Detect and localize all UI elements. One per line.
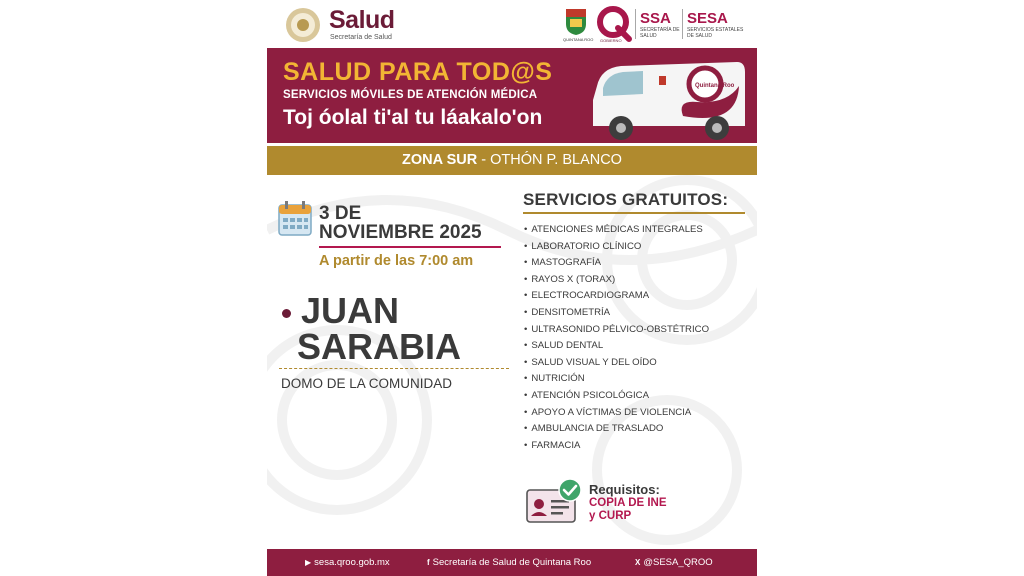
ssa-logo: SSA xyxy=(640,10,671,27)
service-item: • SALUD VISUAL Y DEL OÍDO xyxy=(524,357,754,374)
header-divider xyxy=(635,9,636,39)
location-name-line2: SARABIA xyxy=(297,326,462,367)
footer-website[interactable] xyxy=(305,557,390,568)
sesa-subtitle: SERVICIOS ESTATALES DE SALUD xyxy=(687,27,744,39)
facebook-icon: f xyxy=(427,558,430,567)
id-card-icon xyxy=(525,478,585,526)
location-divider xyxy=(279,368,509,369)
zone-strip xyxy=(267,146,757,175)
footer xyxy=(267,549,757,576)
footer-website-text: sesa.qroo.gob.mx xyxy=(314,557,390,568)
banner-maya-text: Toj óolal ti'al tu láakalo'on xyxy=(283,106,543,129)
service-item: • MASTOGRAFÍA xyxy=(524,257,754,274)
footer-facebook[interactable] xyxy=(427,557,591,568)
van-brand-text: Quintana Roo xyxy=(695,83,735,89)
salud-title: Salud xyxy=(329,6,395,34)
footer-twitter[interactable] xyxy=(635,557,713,568)
quintana-roo-caption: QUINTANA ROO xyxy=(563,37,594,42)
header-divider xyxy=(682,9,683,39)
location-bullet-icon xyxy=(282,309,291,318)
salud-subtitle: Secretaría de Salud xyxy=(330,34,392,41)
gobierno-caption: GOBIERNO xyxy=(600,38,622,43)
date-divider xyxy=(319,246,501,248)
banner-title: SALUD PARA TOD@S xyxy=(283,58,553,86)
flyer xyxy=(267,0,757,576)
q-logo-icon xyxy=(596,6,632,42)
zone-label: ZONA SUR xyxy=(402,152,478,168)
location-place: DOMO DE LA COMUNIDAD xyxy=(281,376,453,391)
event-date-month-year: NOVIEMBRE 2025 xyxy=(319,222,482,243)
mobile-clinic-van-icon xyxy=(587,56,747,142)
service-item: • ULTRASONIDO PÉLVICO-OBSTÉTRICO xyxy=(524,324,754,341)
service-item: • LABORATORIO CLÍNICO xyxy=(524,241,754,258)
calendar-icon xyxy=(277,199,313,237)
location-name-line1: JUAN xyxy=(301,290,400,331)
cursor-icon: ▶ xyxy=(305,558,312,567)
banner-subtitle: SERVICIOS MÓVILES DE ATENCIÓN MÉDICA xyxy=(283,89,538,101)
ssa-subtitle: SECRETARÍA DE SALUD xyxy=(640,27,680,39)
services-list xyxy=(524,224,754,456)
event-date-day: 3 DE xyxy=(319,203,362,224)
requirements-value-line1: COPIA DE INE xyxy=(589,497,667,509)
zone-municipality: - OTHÓN P. BLANCO xyxy=(477,152,622,168)
x-icon: X xyxy=(635,558,641,567)
service-item: • ATENCIONES MÉDICAS INTEGRALES xyxy=(524,224,754,241)
requirements-value-line2: y CURP xyxy=(589,510,632,522)
service-item: • APOYO A VÍCTIMAS DE VIOLENCIA xyxy=(524,407,754,424)
requirements-label: Requisitos: xyxy=(589,482,660,497)
service-item: • ELECTROCARDIOGRAMA xyxy=(524,290,754,307)
service-item: • FARMACIA xyxy=(524,440,754,457)
services-divider xyxy=(523,212,745,214)
government-seal-icon xyxy=(285,7,321,43)
sesa-logo: SESA xyxy=(687,10,728,27)
services-title: SERVICIOS GRATUITOS: xyxy=(523,190,729,209)
service-item: • SALUD DENTAL xyxy=(524,340,754,357)
event-time: A partir de las 7:00 am xyxy=(319,253,474,269)
service-item: • RAYOS X (TORAX) xyxy=(524,274,754,291)
quintana-roo-shield-icon xyxy=(565,8,587,36)
service-item: • DENSITOMETRÍA xyxy=(524,307,754,324)
service-item: • ATENCIÓN PSICOLÓGICA xyxy=(524,390,754,407)
service-item: • AMBULANCIA DE TRASLADO xyxy=(524,423,754,440)
main-banner xyxy=(267,48,757,143)
footer-twitter-text: @SESA_QROO xyxy=(643,557,713,568)
footer-facebook-text: Secretaría de Salud de Quintana Roo xyxy=(432,557,592,568)
header xyxy=(267,0,757,48)
service-item: • NUTRICIÓN xyxy=(524,373,754,390)
